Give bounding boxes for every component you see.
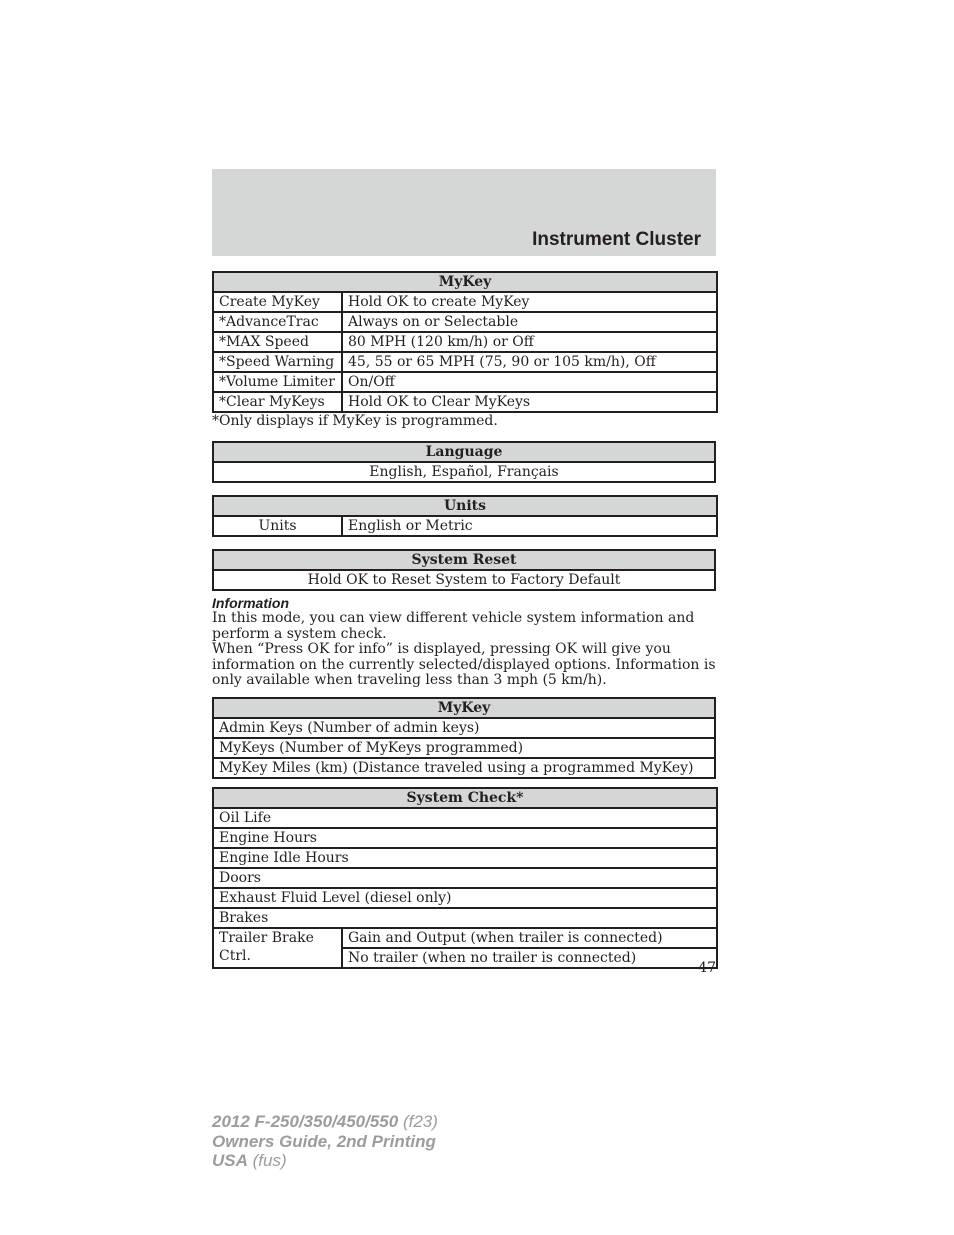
mykey-feature: *AdvanceTrac bbox=[213, 312, 342, 332]
mykey-feature: *Speed Warning bbox=[213, 352, 342, 372]
table-row bbox=[213, 868, 717, 888]
info-mykey-item: Admin Keys (Number of admin keys) bbox=[213, 718, 715, 738]
info-mykey-heading: MyKey bbox=[213, 698, 715, 718]
system-check-item: Brakes bbox=[213, 908, 717, 928]
language-table bbox=[212, 441, 716, 483]
table-row bbox=[213, 928, 717, 948]
information-paragraph-2: When “Press OK for info” is displayed, pressing OK will give you information on the currently selected/displayed options. Information is only available when traveling less than 3 mph (5 km/h). bbox=[212, 641, 716, 688]
footer-market: USA bbox=[212, 1151, 248, 1170]
table-row bbox=[213, 908, 717, 928]
table-row bbox=[213, 312, 717, 332]
system-check-item: Doors bbox=[213, 868, 717, 888]
mykey-feature: *MAX Speed bbox=[213, 332, 342, 352]
document-footer bbox=[212, 1112, 438, 1171]
page-number: 47 bbox=[698, 960, 716, 976]
units-label: Units bbox=[213, 516, 342, 536]
system-reset-value: Hold OK to Reset System to Factory Default bbox=[213, 570, 715, 590]
mykey-table-heading: MyKey bbox=[213, 272, 717, 292]
mykey-setting: 45, 55 or 65 MPH (75, 90 or 105 km/h), Off bbox=[342, 352, 717, 372]
table-row bbox=[213, 392, 717, 412]
mykey-feature: *Volume Limiter bbox=[213, 372, 342, 392]
footer-line-2: Owners Guide, 2nd Printing bbox=[212, 1131, 436, 1151]
footer-model: 2012 F-250/350/450/550 bbox=[212, 1112, 399, 1131]
information-title: Information bbox=[212, 595, 289, 611]
system-reset-table bbox=[212, 549, 716, 591]
mykey-setting: Always on or Selectable bbox=[342, 312, 717, 332]
table-row bbox=[213, 718, 715, 738]
table-row bbox=[213, 888, 717, 908]
trailer-brake-label: Trailer Brake Ctrl. bbox=[213, 928, 342, 968]
footer-model-code: (f23) bbox=[398, 1112, 438, 1131]
system-check-table bbox=[212, 787, 718, 969]
table-row bbox=[213, 372, 717, 392]
system-check-heading: System Check* bbox=[213, 788, 717, 808]
system-check-item: Engine Idle Hours bbox=[213, 848, 717, 868]
page-header bbox=[212, 169, 716, 256]
mykey-footnote: *Only displays if MyKey is programmed. bbox=[212, 413, 498, 429]
table-row bbox=[213, 828, 717, 848]
mykey-setting: Hold OK to Clear MyKeys bbox=[342, 392, 717, 412]
units-value: English or Metric bbox=[342, 516, 717, 536]
system-check-item: Exhaust Fluid Level (diesel only) bbox=[213, 888, 717, 908]
info-mykey-table bbox=[212, 697, 716, 779]
units-table bbox=[212, 495, 718, 537]
language-table-heading: Language bbox=[213, 442, 715, 462]
system-check-item: Engine Hours bbox=[213, 828, 717, 848]
language-options: English, Español, Français bbox=[213, 462, 715, 482]
mykey-setting: 80 MPH (120 km/h) or Off bbox=[342, 332, 717, 352]
mykey-setting: Hold OK to create MyKey bbox=[342, 292, 717, 312]
mykey-feature: *Clear MyKeys bbox=[213, 392, 342, 412]
system-check-item: Oil Life bbox=[213, 808, 717, 828]
info-mykey-item: MyKeys (Number of MyKeys programmed) bbox=[213, 738, 715, 758]
trailer-brake-value: No trailer (when no trailer is connected) bbox=[342, 948, 717, 968]
table-row bbox=[213, 808, 717, 828]
mykey-setting: On/Off bbox=[342, 372, 717, 392]
page-content bbox=[212, 271, 716, 969]
mykey-feature: Create MyKey bbox=[213, 292, 342, 312]
system-reset-heading: System Reset bbox=[213, 550, 715, 570]
units-table-heading: Units bbox=[213, 496, 717, 516]
table-row bbox=[213, 292, 717, 312]
table-row bbox=[213, 758, 715, 778]
header-title: Instrument Cluster bbox=[532, 229, 701, 250]
information-paragraph-1: In this mode, you can view different vehicle system information and perform a system check. bbox=[212, 610, 695, 642]
table-row bbox=[213, 738, 715, 758]
table-row bbox=[213, 848, 717, 868]
mykey-table bbox=[212, 271, 718, 413]
trailer-brake-value: Gain and Output (when trailer is connected) bbox=[342, 928, 717, 948]
footer-market-code: (fus) bbox=[247, 1151, 287, 1170]
table-row bbox=[213, 332, 717, 352]
info-mykey-item: MyKey Miles (km) (Distance traveled using a programmed MyKey) bbox=[213, 758, 715, 778]
footer-line-3 bbox=[212, 1151, 438, 1171]
table-row bbox=[213, 352, 717, 372]
footer-line-1 bbox=[212, 1112, 438, 1132]
